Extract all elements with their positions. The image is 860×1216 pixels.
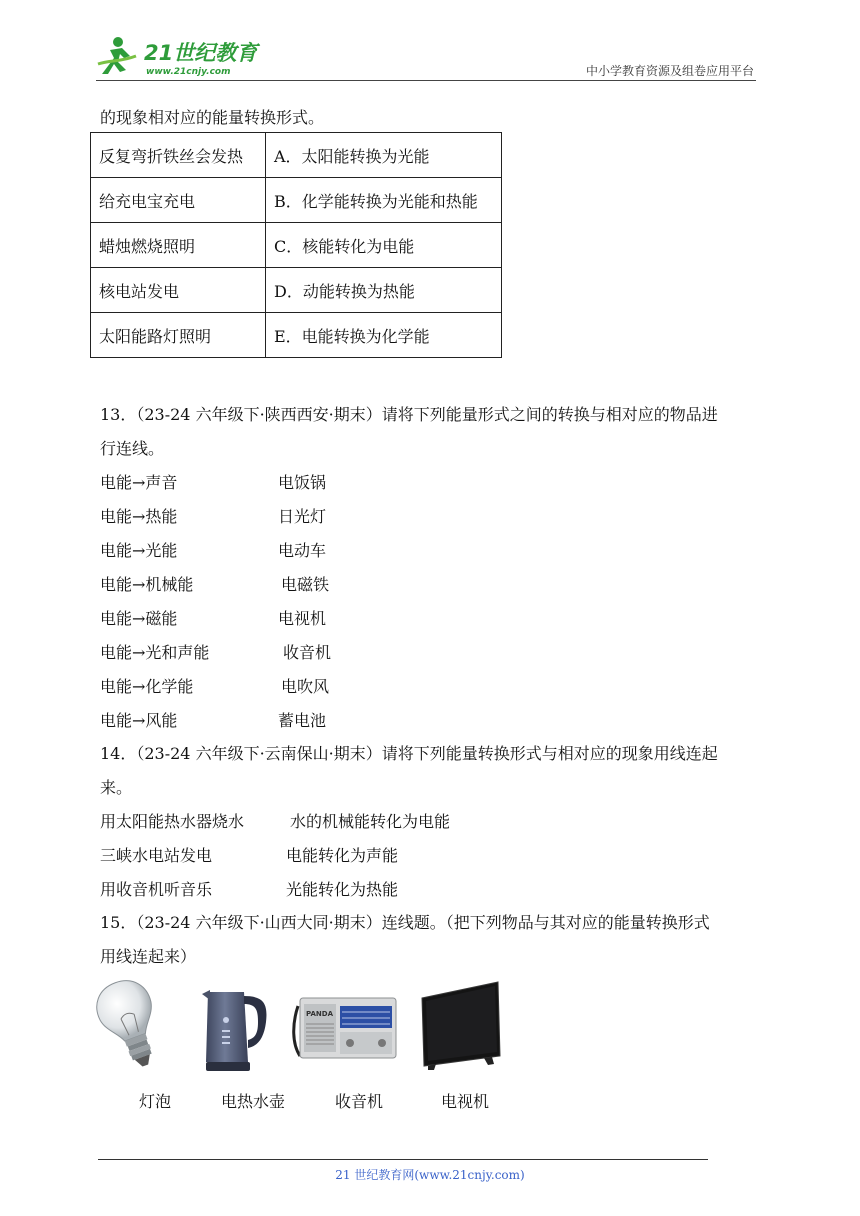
footer-text: 21 世纪教育网(www.21cnjy.com) bbox=[335, 1168, 525, 1182]
q13-right-item: 电动车 bbox=[278, 541, 327, 560]
matching-table bbox=[90, 132, 502, 358]
table-cell-right: D．动能转换为热能 bbox=[266, 268, 502, 313]
q13-right-item: 收音机 bbox=[283, 643, 332, 662]
q14-prompt-line2: 来。 bbox=[100, 778, 133, 797]
logo-text: 21世纪教育 bbox=[144, 41, 258, 65]
q13-left-item: 电能→声音 bbox=[100, 473, 178, 492]
q14-right-item: 光能转化为热能 bbox=[286, 880, 399, 899]
q13-right-item: 电视机 bbox=[278, 609, 327, 628]
q13-right-item: 电磁铁 bbox=[281, 575, 330, 594]
q13-left-item: 电能→热能 bbox=[100, 507, 178, 526]
table-cell-left: 核电站发电 bbox=[91, 268, 266, 313]
radio-icon bbox=[290, 994, 398, 1062]
table-cell-left: 太阳能路灯照明 bbox=[91, 313, 266, 358]
table-row bbox=[91, 313, 502, 358]
q15-item-label: 灯泡 bbox=[139, 1092, 172, 1111]
header-divider bbox=[96, 80, 756, 81]
q15-item-label: 收音机 bbox=[335, 1092, 384, 1111]
q14-prompt-line1: 14．（23-24 六年级下·云南保山·期末）请将下列能量转换形式与相对应的现象用线连起 bbox=[100, 744, 718, 763]
q15-item-label: 电热水壶 bbox=[221, 1092, 286, 1111]
logo-url: www.21cnjy.com bbox=[146, 67, 231, 77]
q14-left-item: 用收音机听音乐 bbox=[100, 880, 213, 899]
q13-left-item: 电能→磁能 bbox=[100, 609, 178, 628]
table-row bbox=[91, 268, 502, 313]
table-cell-left: 反复弯折铁丝会发热 bbox=[91, 133, 266, 178]
q15-prompt-line1: 15．（23-24 六年级下·山西大同·期末）连线题。（把下列物品与其对应的能量转换形式 bbox=[100, 913, 710, 932]
table-cell-right: C．核能转化为电能 bbox=[266, 223, 502, 268]
q13-left-item: 电能→光能 bbox=[100, 541, 178, 560]
electric-kettle-icon bbox=[198, 982, 274, 1074]
q13-left-item: 电能→光和声能 bbox=[100, 643, 210, 662]
q13-right-item: 蓄电池 bbox=[278, 711, 327, 730]
q13-prompt-line2: 行连线。 bbox=[100, 439, 165, 458]
intro-text: 的现象相对应的能量转换形式。 bbox=[100, 108, 325, 127]
table-cell-left: 蜡烛燃烧照明 bbox=[91, 223, 266, 268]
table-cell-left: 给充电宝充电 bbox=[91, 178, 266, 223]
q13-right-item: 日光灯 bbox=[278, 507, 327, 526]
table-cell-right: B．化学能转换为光能和热能 bbox=[266, 178, 502, 223]
radio-brand-text: PANDA bbox=[306, 1010, 333, 1018]
table-cell-right: E．电能转换为化学能 bbox=[266, 313, 502, 358]
q13-left-item: 电能→机械能 bbox=[100, 575, 194, 594]
table-row bbox=[91, 223, 502, 268]
q13-prompt-line1: 13．（23-24 六年级下·陕西西安·期末）请将下列能量形式之间的转换与相对应的物品进 bbox=[100, 405, 718, 424]
footer-divider bbox=[98, 1159, 708, 1160]
light-bulb-icon bbox=[96, 976, 166, 1076]
q13-right-item: 电吹风 bbox=[281, 677, 330, 696]
table-row bbox=[91, 133, 502, 178]
table-cell-right: A．太阳能转换为光能 bbox=[266, 133, 502, 178]
q13-left-item: 电能→化学能 bbox=[100, 677, 194, 696]
header-platform-text: 中小学教育资源及组卷应用平台 bbox=[585, 64, 754, 78]
q14-right-item: 水的机械能转化为电能 bbox=[290, 812, 451, 831]
q14-left-item: 用太阳能热水器烧水 bbox=[100, 812, 245, 831]
television-icon bbox=[420, 980, 502, 1070]
q14-left-item: 三峡水电站发电 bbox=[100, 846, 213, 865]
q14-right-item: 电能转化为声能 bbox=[286, 846, 399, 865]
q15-prompt-line2: 用线连起来） bbox=[100, 947, 197, 966]
q13-right-item: 电饭锅 bbox=[278, 473, 327, 492]
runner-logo-icon bbox=[96, 34, 266, 78]
q13-left-item: 电能→风能 bbox=[100, 711, 178, 730]
table-row bbox=[91, 178, 502, 223]
site-logo bbox=[96, 34, 266, 78]
q15-item-label: 电视机 bbox=[441, 1092, 490, 1111]
